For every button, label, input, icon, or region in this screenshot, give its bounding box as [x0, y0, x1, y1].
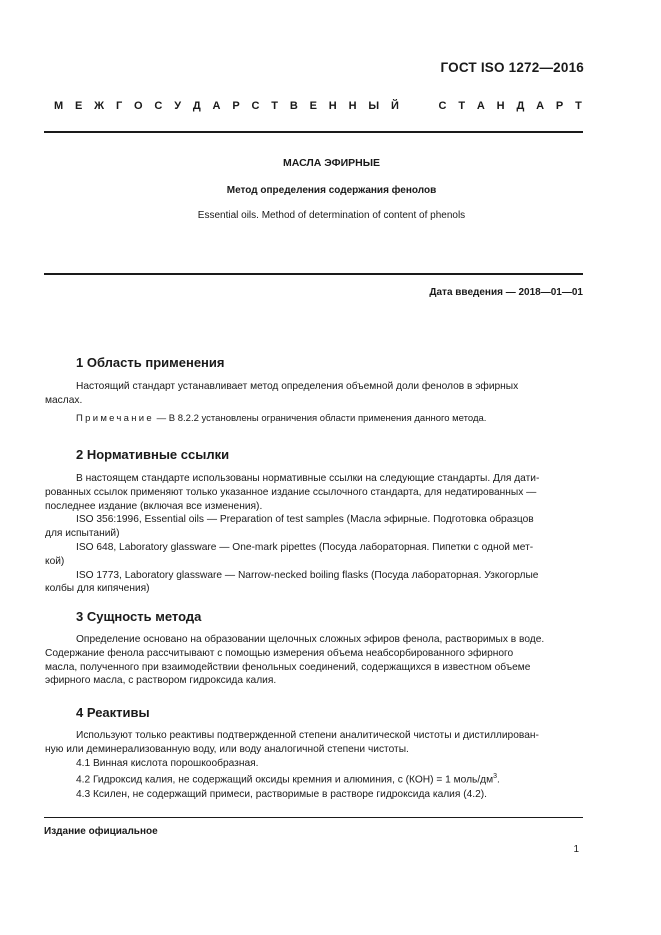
banner-letter: Р: [232, 100, 240, 112]
banner-letter: Т: [458, 100, 466, 112]
banner-letter: А: [212, 100, 221, 112]
banner-letter: Е: [309, 100, 317, 112]
banner-letter: [411, 100, 427, 112]
s3-line: масла, полученного при взаимодействии фенольных соединений, содержащихся в известном объеме: [45, 661, 531, 673]
effective-date: Дата введения — 2018—01—01: [429, 287, 583, 298]
official-edition-label: Издание официальное: [44, 826, 158, 837]
note-label: Примечание: [76, 413, 154, 424]
section-2-heading: 2 Нормативные ссылки: [76, 447, 230, 462]
s2-line: кой): [45, 555, 65, 567]
superscript: 3: [493, 773, 498, 781]
page-number: 1: [573, 844, 579, 855]
s2-line: ISO 1773, Laboratory glassware — Narrow-necked boiling flasks (Посуда лабораторная. Узкогорлые: [76, 569, 539, 581]
english-title: Essential oils. Method of determination of content of phenols: [197, 210, 466, 221]
banner-letter: Н: [348, 100, 357, 112]
s2-line: для испытаний): [45, 528, 120, 540]
section-4-heading: 4 Реактивы: [76, 705, 150, 720]
section-2-paragraph: [45, 472, 582, 596]
s4-line: [76, 770, 582, 787]
s4-line-end: .: [497, 774, 500, 786]
banner-letter: Н: [496, 100, 505, 112]
s4-line: 4.3 Ксилен, не содержащий примеси, растворимые в растворе гидроксида калия (4.2).: [76, 788, 487, 800]
banner-letter: М: [54, 100, 64, 112]
section-3-paragraph: [45, 633, 582, 688]
banner-letter: Г: [115, 100, 123, 112]
banner-letter: О: [134, 100, 143, 112]
banner-letter: Р: [555, 100, 564, 112]
document-code: ГОСТ ISO 1272—2016: [440, 60, 584, 75]
note-text: — В 8.2.2 установлены ограничения области применения данного метода.: [154, 413, 487, 424]
banner-letter: Д: [516, 100, 525, 112]
s4-line: ную или деминерализованную воду, или воду аналогичной степени чистоты.: [45, 743, 409, 755]
s2-line: ISO 356:1996, Essential oils — Preparation of test samples (Масла эфирные. Подготовка образцов: [76, 514, 534, 526]
interstate-standard-banner: [54, 100, 582, 112]
s2-line: В настоящем стандарте использованы нормативные ссылки на следующие стандарты. Для дати-: [76, 473, 540, 484]
section-1-heading: 1 Область применения: [76, 355, 225, 370]
section-4-paragraph: [45, 729, 582, 801]
s3-line: эфирного масла, с раствором гидроксида калия.: [45, 675, 277, 687]
banner-letter: А: [476, 100, 485, 112]
section-3-heading: 3 Сущность метода: [76, 609, 202, 624]
banner-letter: В: [289, 100, 298, 112]
section-1-note: [76, 413, 486, 424]
section-1-paragraph: [45, 380, 582, 408]
standard-title: МАСЛА ЭФИРНЫЕ: [283, 157, 380, 169]
banner-letter: Ж: [94, 100, 105, 112]
banner-letter: А: [536, 100, 545, 112]
header-rule: [44, 131, 583, 133]
s1-line: маслах.: [45, 394, 83, 406]
banner-letter: Д: [192, 100, 201, 112]
banner-letter: С: [251, 100, 260, 112]
s4-line: Используют только реактивы подтвержденной степени аналитической чистоты и дистиллирован-: [76, 730, 539, 741]
banner-letter: Н: [328, 100, 337, 112]
s2-line: колбы для кипячения): [45, 583, 150, 595]
banner-letter: Е: [75, 100, 83, 112]
s2-line: ISO 648, Laboratory glassware — One-mark pipettes (Посуда лабораторная. Пипетки с одной мет-: [76, 541, 534, 553]
standard-subtitle: Метод определения содержания фенолов: [226, 185, 437, 196]
s3-line: Определение основано на образовании щелочных сложных эфиров фенола, растворимых в воде.: [76, 634, 545, 645]
banner-letter: Й: [390, 100, 399, 112]
banner-letter: Т: [575, 100, 582, 112]
banner-letter: С: [438, 100, 447, 112]
s3-line: Содержание фенола рассчитывают с помощью измерения объема неабсорбированного эфирного: [45, 647, 514, 659]
banner-letter: У: [174, 100, 182, 112]
banner-letter: Т: [271, 100, 279, 112]
s2-line: рованных ссылок применяют только указанное издание ссылочного стандарта, для недатированных —: [45, 486, 537, 498]
s4-line-text: 4.2 Гидроксид калия, не содержащий оксиды кремния и алюминия, c (КОН) = 1 моль/дм: [76, 774, 494, 786]
title-rule: [44, 273, 583, 275]
s1-line: Настоящий стандарт устанавливает метод определения объемной доли фенолов в эфирных: [76, 381, 519, 392]
banner-letter: Ы: [368, 100, 380, 112]
s4-line: 4.1 Винная кислота порошкообразная.: [76, 757, 259, 769]
banner-letter: С: [154, 100, 163, 112]
s2-line: последнее издание (включая все изменения).: [45, 500, 263, 512]
footer-rule: [44, 817, 583, 818]
